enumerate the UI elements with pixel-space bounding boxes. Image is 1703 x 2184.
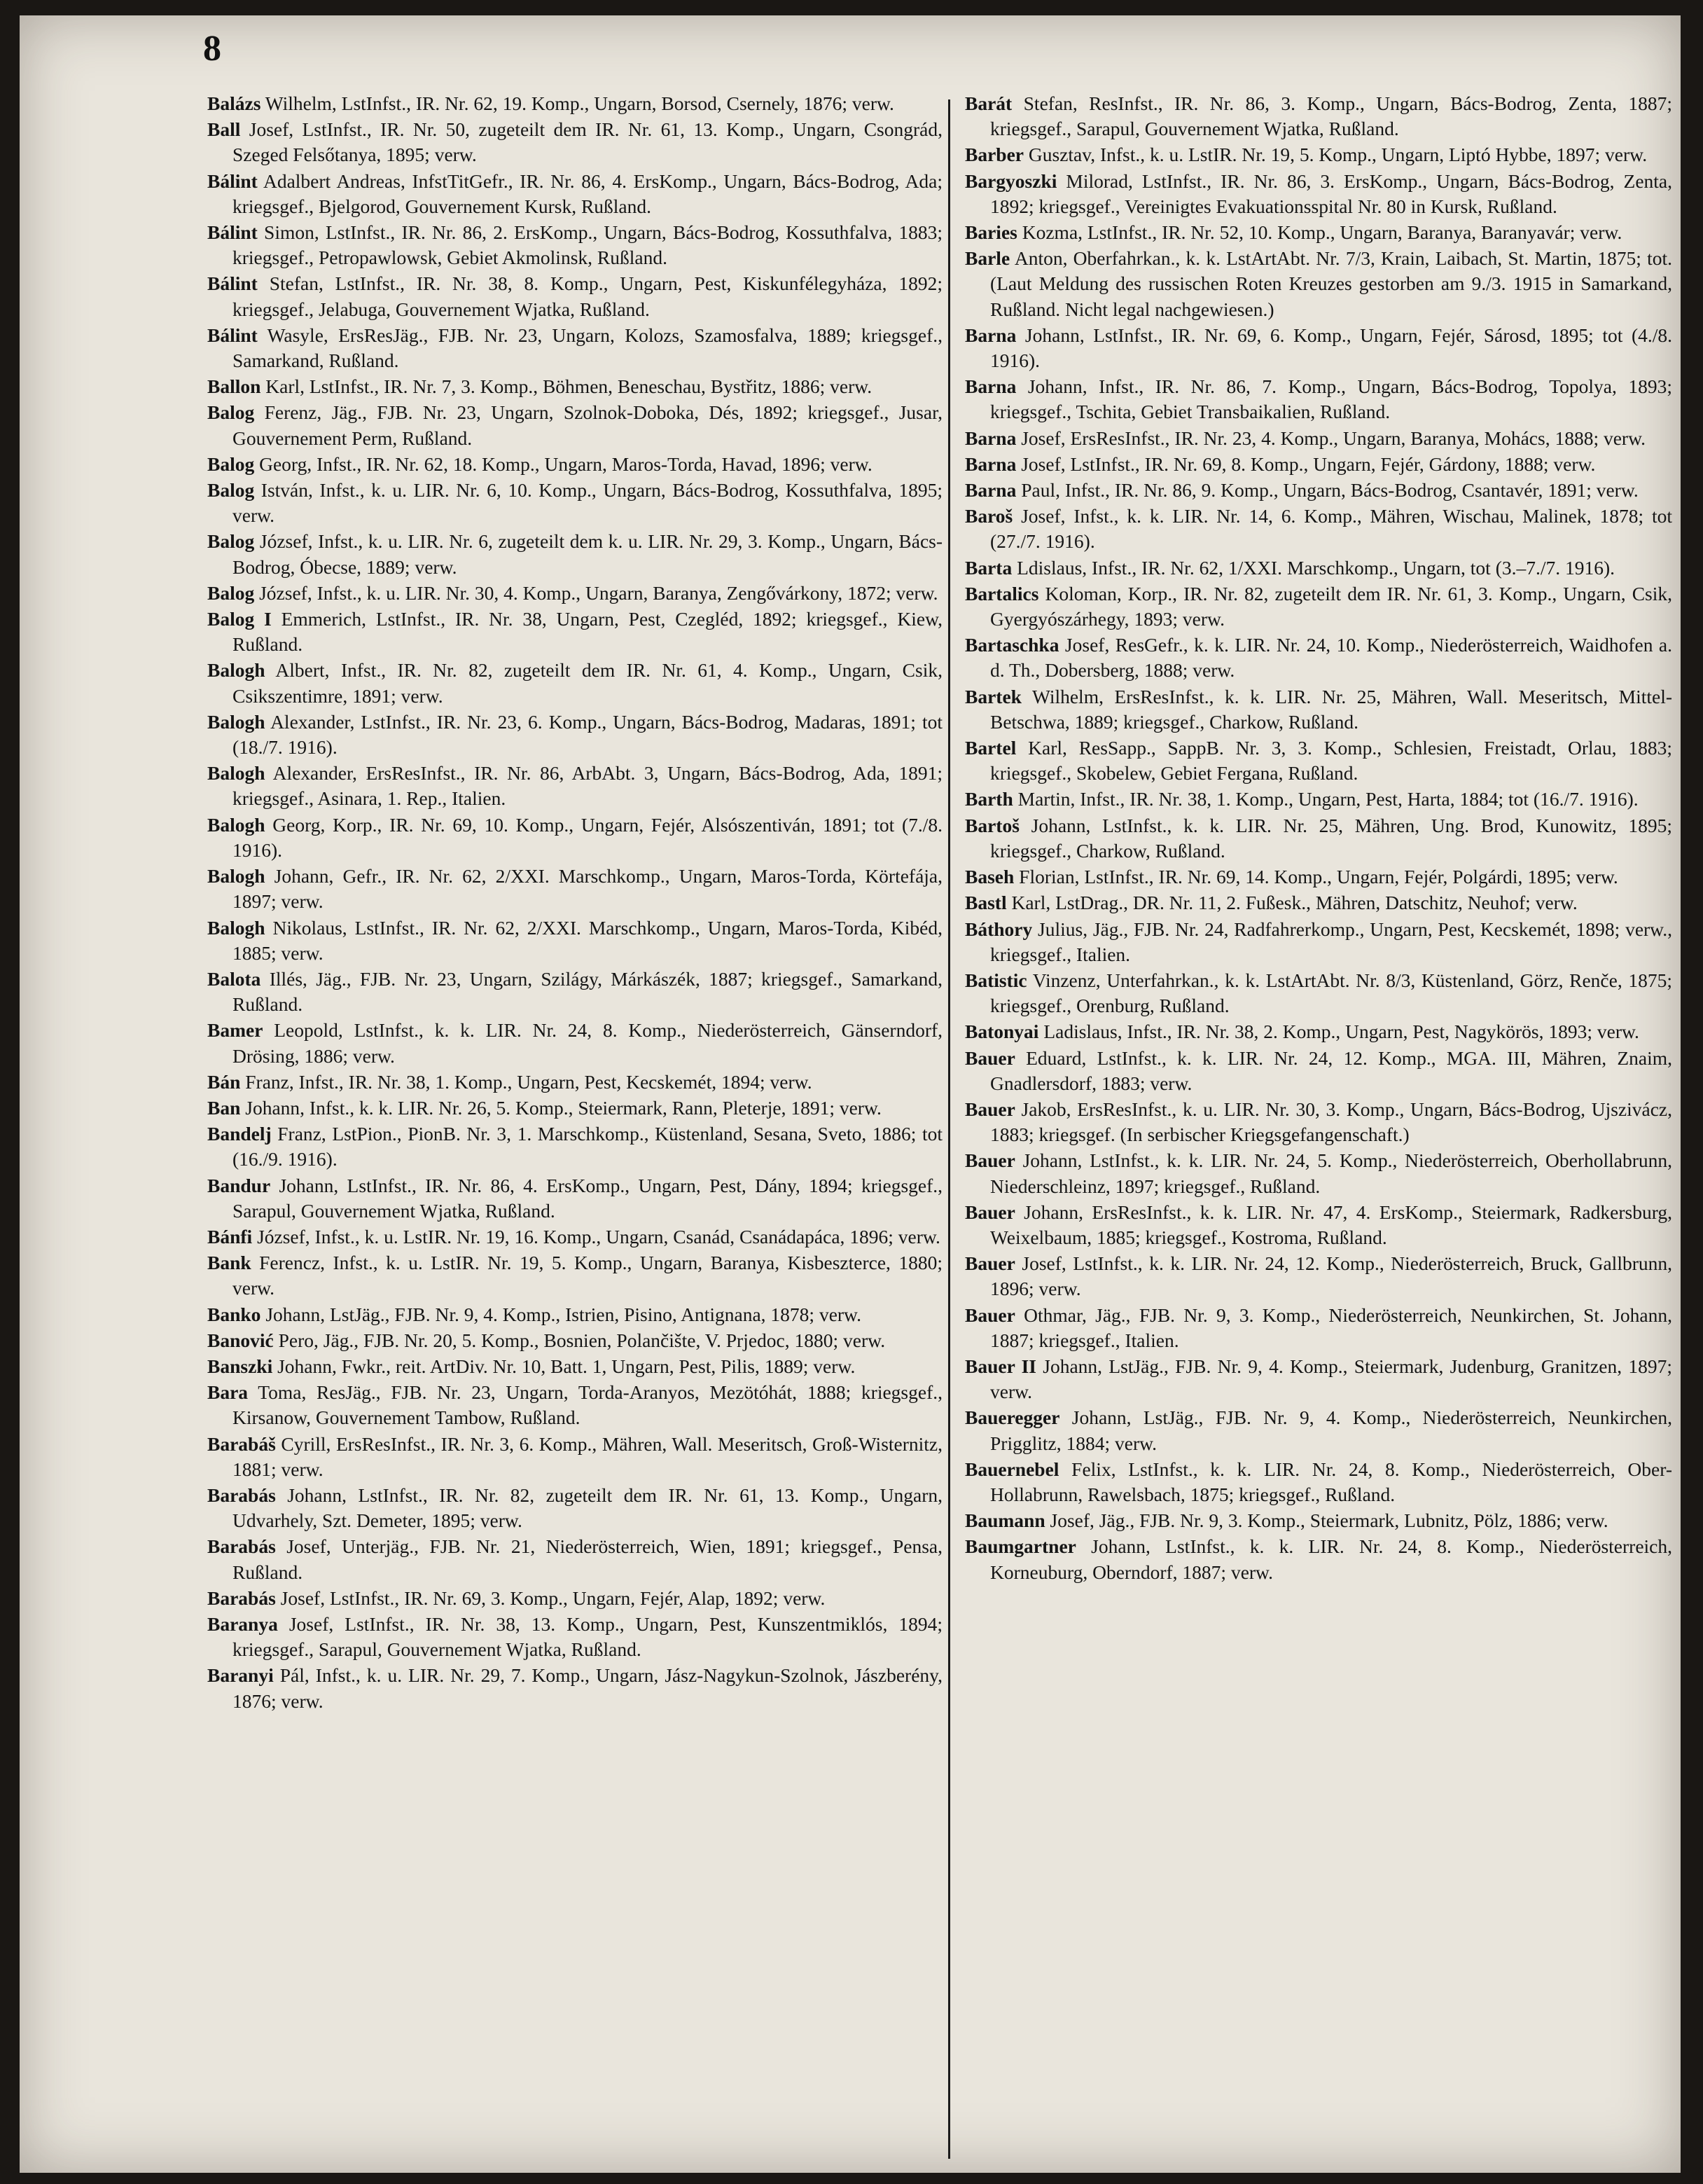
entry-details: Eduard, LstInfst., k. k. LIR. Nr. 24, 12. Komp., MGA. III, Mähren, Znaim, Gnadlersdorf, 1883; verw. [990,1046,1672,1094]
entry-details: Julius, Jäg., FJB. Nr. 24, Radfahrerkomp., Ungarn, Pest, Kecskemét, 1898; verw., kriegsgef., Italien. [990,918,1672,965]
entry-surname: Balog I [207,608,272,630]
casualty-entry [965,1508,1672,1533]
casualty-entry [207,478,943,528]
entry-surname: Bauer [965,1304,1015,1326]
entry-details: Johann, LstInfst., k. k. LIR. Nr. 24, 8. Komp., Niederösterreich, Korneuburg, Oberndorf, 1887; verw. [990,1535,1672,1583]
entry-surname: Bauer [965,1201,1015,1223]
casualty-entry [207,1173,943,1224]
entry-details: Wilhelm, ErsResInfst., k. k. LIR. Nr. 25, Mähren, Wall. Meseritsch, Mittel-Betschwa, 1889; kriegsgef., Charkow, Rußland. [990,685,1672,733]
casualty-entry [965,323,1672,373]
casualty-entry [965,1303,1672,1353]
entry-details: Franz, Infst., IR. Nr. 38, 1. Komp., Ungarn, Pest, Kecskemét, 1894; verw. [245,1070,812,1093]
casualty-entry [965,555,1672,581]
entry-surname: Barabás [207,1587,276,1609]
entry-surname: Barna [965,324,1017,346]
entry-details: Vinzenz, Unterfahrkan., k. k. LstArtAbt. Nr. 8/3, Küstenland, Görz, Renče, 1875; kriegsgef., Orenburg, Rußland. [990,969,1672,1017]
casualty-entry [207,1328,943,1353]
entry-surname: Balogh [207,865,265,887]
entry-details: Florian, LstInfst., IR. Nr. 69, 14. Komp., Ungarn, Fejér, Polgárdi, 1895; verw. [1019,866,1618,888]
casualty-entry [207,452,943,477]
entry-surname: Bartaschka [965,634,1059,656]
entry-details: Alexander, LstInfst., IR. Nr. 23, 6. Komp., Ungarn, Bács-Bodrog, Madaras, 1891; tot (18./7. 1916). [232,710,943,759]
entry-details: Nikolaus, LstInfst., IR. Nr. 62, 2/XXI. Marschkomp., Ungarn, Maros-Torda, Kibéd, 1885; verw. [232,916,943,964]
casualty-entry [965,426,1672,451]
entry-details: Stefan, ResInfst., IR. Nr. 86, 3. Komp., Ungarn, Bács-Bodrog, Zenta, 1887; kriegsgef., Sarapul, Gouvernement Wjatka, Rußland. [990,92,1672,140]
entry-surname: Bauer [965,1252,1015,1275]
entry-surname: Balota [207,967,261,990]
entry-details: Josef, LstInfst., k. k. LIR. Nr. 24, 12. Komp., Niederösterreich, Bruck, Gallbrunn, 1896; verw. [990,1252,1672,1300]
casualty-entry [965,968,1672,1018]
casualty-entry [965,1200,1672,1250]
entry-surname: Baumgartner [965,1535,1076,1558]
entry-surname: Balázs [207,92,261,114]
entry-details: Johann, ErsResInfst., k. k. LIR. Nr. 47, 4. ErsKomp., Steiermark, Radkersburg, Weixelbaum, 1885; kriegsgef., Kostroma, Rußland. [990,1201,1672,1248]
casualty-entry [965,91,1672,141]
entry-details: Felix, LstInfst., k. k. LIR. Nr. 24, 8. Komp., Niederösterreich, Ober-Hollabrunn, Rawelsbach, 1875; kriegsgef., Rußland. [990,1458,1672,1505]
entry-details: Stefan, LstInfst., IR. Nr. 38, 8. Komp., Ungarn, Pest, Kiskunfélegyháza, 1892; kriegsgef., Jelabuga, Gouvernement Wjatka, Rußland. [232,272,943,320]
entry-surname: Baranyi [207,1664,274,1687]
casualty-entry [207,1070,943,1095]
entry-surname: Batonyai [965,1021,1039,1043]
casualty-entry [207,1018,943,1068]
entry-surname: Bálint [207,221,258,244]
entry-surname: Ban [207,1096,241,1119]
entry-surname: Bara [207,1381,249,1404]
casualty-entry [207,1354,943,1379]
casualty-entry [965,735,1672,786]
entry-surname: Bartoš [965,814,1020,836]
entry-surname: Baranya [207,1612,278,1635]
document-page [20,15,1681,2173]
entry-surname: Báthory [965,918,1033,940]
casualty-entry [207,169,943,219]
entry-surname: Balog [207,479,255,502]
casualty-entry [965,452,1672,477]
casualty-entry [965,813,1672,864]
entry-surname: Bálint [207,170,258,192]
entry-surname: Barna [965,452,1017,475]
entry-details: József, Infst., k. u. LIR. Nr. 30, 4. Komp., Ungarn, Baranya, Zengővárkony, 1872; verw. [259,581,938,604]
entry-surname: Balog [207,452,255,475]
entry-details: Karl, ResSapp., SappB. Nr. 3, 3. Komp., Schlesien, Freistadt, Orlau, 1883; kriegsgef., Skobelew, Gebiet Fergana, Rußland. [990,737,1672,785]
entry-details: Karl, LstDrag., DR. Nr. 11, 2. Fußesk., Mähren, Datschitz, Neuhof; verw. [1011,892,1578,914]
entry-surname: Barna [965,375,1017,398]
entry-details: Johann, LstInfst., k. k. LIR. Nr. 24, 5. Komp., Niederösterreich, Oberhollabrunn, Niederschleinz, 1897; kriegsgef., Rußland. [990,1149,1672,1197]
page-number: 8 [203,29,221,69]
entry-details: Wilhelm, LstInfst., IR. Nr. 62, 19. Komp., Ungarn, Borsod, Csernely, 1876; verw. [265,92,894,114]
entry-details: Jakob, ErsResInfst., k. u. LIR. Nr. 30, 3. Komp., Ungarn, Bács-Bodrog, Ujszivácz, 1883; kriegsgef. (In serbischer Kriegsgefangenschaft.) [990,1098,1672,1146]
entry-details: Emmerich, LstInfst., IR. Nr. 38, Ungarn, Pest, Czegléd, 1892; kriegsgef., Kiew, Rußland. [232,608,943,656]
entry-surname: Barabás [207,1535,276,1558]
casualty-entry [207,915,943,966]
entry-surname: Baseh [965,866,1015,888]
entry-surname: Banović [207,1329,274,1351]
entry-details: Karl, LstInfst., IR. Nr. 7, 3. Komp., Böhmen, Beneschau, Bystřitz, 1886; verw. [265,375,873,398]
entry-details: Johann, LstJäg., FJB. Nr. 9, 4. Komp., Istrien, Pisino, Antignana, 1878; verw. [265,1303,861,1325]
entry-details: Franz, LstPion., PionB. Nr. 3, 1. Marschkomp., Küstenland, Sesana, Sveto, 1886; tot (16./9. 1916). [232,1123,943,1170]
entry-surname: Bartel [965,737,1017,759]
entry-surname: Bank [207,1252,251,1274]
entry-details: Gusztav, Infst., k. u. LstIR. Nr. 19, 5. Komp., Ungarn, Liptó Hybbe, 1897; verw. [1028,144,1648,166]
casualty-entry [965,684,1672,735]
casualty-entry [965,504,1672,554]
entry-surname: Baroš [965,505,1013,527]
entry-details: Johann, Fwkr., reit. ArtDiv. Nr. 10, Batt. 1, Ungarn, Pest, Pilis, 1889; verw. [277,1355,856,1377]
entry-details: Martin, Infst., IR. Nr. 38, 1. Komp., Ungarn, Pest, Harta, 1884; tot (16./7. 1916). [1017,788,1639,810]
casualty-entry [207,1612,943,1662]
casualty-entry [207,271,943,322]
entry-surname: Batistic [965,969,1027,991]
entry-surname: Balogh [207,710,265,733]
entry-surname: Barle [965,247,1010,270]
entry-surname: Bargyoszki [965,170,1057,192]
casualty-entry [207,1534,943,1584]
casualty-entry [207,864,943,914]
entry-surname: Barth [965,788,1013,810]
casualty-entry [965,1046,1672,1096]
entry-details: Josef, Infst., k. k. LIR. Nr. 14, 6. Komp., Mähren, Wischau, Malinek, 1878; tot (27./7. 1916). [990,505,1672,553]
casualty-entry [965,478,1672,503]
casualty-entry [965,581,1672,632]
entry-details: Ferenz, Jäg., FJB. Nr. 23, Ungarn, Szolnok-Doboka, Dés, 1892; kriegsgef., Jusar, Gouvernement Perm, Rußland. [232,401,943,449]
casualty-entry [207,658,943,708]
entry-surname: Balogh [207,659,265,682]
casualty-entry [965,890,1672,915]
entry-surname: Balog [207,401,255,424]
entry-surname: Barber [965,144,1024,166]
entry-details: Johann, LstInfst., IR. Nr. 82, zugeteilt dem IR. Nr. 61, 13. Komp., Ungarn, Udvarhely, Szt. Demeter, 1895; verw. [232,1484,943,1532]
entry-details: Josef, Jäg., FJB. Nr. 9, 3. Komp., Steiermark, Lubnitz, Pölz, 1886; verw. [1050,1509,1608,1532]
entry-details: Anton, Oberfahrkan., k. k. LstArtAbt. Nr. 7/3, Krain, Laibach, St. Martin, 1875; tot. (Laut Meldung des russischen Roten Kreuzes gestorben am 9./3. 1915 in Samarkand, Rußland. Nicht legal nachgewiesen.) [990,247,1672,320]
entry-surname: Barabás [207,1484,276,1506]
entry-details: Simon, LstInfst., IR. Nr. 86, 2. ErsKomp., Ungarn, Bács-Bodrog, Kossuthfalva, 1883; kriegsgef., Petropawlowsk, Gebiet Akmolinsk, Rußland. [232,221,943,269]
entry-surname: Ballon [207,375,261,398]
casualty-entry [965,246,1672,322]
entry-surname: Barát [965,92,1013,114]
casualty-entry [207,400,943,450]
casualty-entry [207,1380,943,1430]
entry-surname: Ball [207,118,241,141]
entry-details: Johann, LstJäg., FJB. Nr. 9, 4. Komp., Steiermark, Judenburg, Granitzen, 1897; verw. [990,1355,1672,1403]
entry-surname: Balog [207,530,255,553]
entry-details: Johann, LstJäg., FJB. Nr. 9, 4. Komp., Niederösterreich, Neunkirchen, Prigglitz, 1884; verw. [990,1407,1672,1454]
entry-details: Othmar, Jäg., FJB. Nr. 9, 3. Komp., Niederösterreich, Neunkirchen, St. Johann, 1887; kriegsgef., Italien. [990,1304,1672,1351]
entry-details: Kozma, LstInfst., IR. Nr. 52, 10. Komp., Ungarn, Baranya, Baranyavár; verw. [1022,221,1622,244]
entry-surname: Baumann [965,1509,1045,1532]
entry-surname: Banko [207,1303,261,1325]
entry-surname: Bamer [207,1019,263,1042]
entry-details: Josef, ResGefr., k. k. LIR. Nr. 24, 10. Komp., Niederösterreich, Waidhofen a. d. Th., Dobersberg, 1888; verw. [990,634,1672,682]
casualty-entry [207,1250,943,1301]
entry-surname: Bauernebel [965,1458,1059,1480]
casualty-entry [965,917,1672,967]
casualty-entry [207,117,943,167]
casualty-entry [207,1224,943,1250]
entry-surname: Balogh [207,916,265,939]
casualty-entry [965,1354,1672,1404]
entry-details: István, Infst., k. u. LIR. Nr. 6, 10. Komp., Ungarn, Bács-Bodrog, Kossuthfalva, 1895; verw. [232,479,943,527]
entry-details: Josef, LstInfst., IR. Nr. 69, 3. Komp., Ungarn, Fejér, Alap, 1892; verw. [280,1587,826,1609]
entry-surname: Barna [965,479,1017,502]
entry-details: Ferencz, Infst., k. u. LstIR. Nr. 19, 5. Komp., Ungarn, Baranya, Kisbeszterce, 1880; verw. [232,1252,943,1299]
casualty-entry [965,633,1672,683]
casualty-entry [965,374,1672,424]
entry-details: Alexander, ErsResInfst., IR. Nr. 86, ArbAbt. 3, Ungarn, Bács-Bodrog, Ada, 1891; kriegsgef., Asinara, 1. Rep., Italien. [232,762,943,810]
right-column [965,91,1672,2164]
entry-details: Illés, Jäg., FJB. Nr. 23, Ungarn, Szilágy, Márkászék, 1887; kriegsgef., Samarkand, Rußland. [232,967,943,1016]
casualty-entry [965,1405,1672,1456]
casualty-entry [207,1586,943,1611]
casualty-entry [207,967,943,1017]
entry-surname: Baries [965,221,1017,244]
entry-details: Wasyle, ErsResJäg., FJB. Nr. 23, Ungarn, Kolozs, Szamosfalva, 1889; kriegsgef., Samarkand, Rußland. [232,324,943,372]
entry-details: Ladislaus, Infst., IR. Nr. 38, 2. Komp., Ungarn, Pest, Nagykörös, 1893; verw. [1043,1021,1639,1043]
entry-surname: Bauer II [965,1355,1036,1377]
casualty-entry [965,1251,1672,1301]
entry-details: Milorad, LstInfst., IR. Nr. 86, 3. ErsKomp., Ungarn, Bács-Bodrog, Zenta, 1892; kriegsgef., Vereinigtes Evakuationsspital Nr. 80 in Kursk, Rußland. [990,170,1672,217]
entry-surname: Bartek [965,685,1022,707]
casualty-entry [965,864,1672,890]
entry-details: Johann, Infst., k. k. LIR. Nr. 26, 5. Komp., Steiermark, Rann, Pleterje, 1891; verw. [245,1096,882,1119]
entry-details: Cyrill, ErsResInfst., IR. Nr. 3, 6. Komp., Mähren, Wall. Meseritsch, Groß-Wisternitz, 1881; verw. [232,1432,943,1480]
casualty-entry [965,142,1672,167]
entry-details: József, Infst., k. u. LIR. Nr. 6, zugeteilt dem k. u. LIR. Nr. 29, 3. Komp., Ungarn, Bács-Bodrog, Óbecse, 1889; verw. [232,530,943,578]
entry-surname: Banszki [207,1355,273,1377]
casualty-entry [207,1121,943,1172]
entry-surname: Bastl [965,892,1007,914]
entry-surname: Balogh [207,813,265,836]
left-column [207,91,943,2164]
entry-details: Johann, Gefr., IR. Nr. 62, 2/XXI. Marschkomp., Ungarn, Maros-Torda, Körtefája, 1897; verw. [232,865,943,913]
casualty-entry [207,581,943,606]
entry-details: Josef, LstInfst., IR. Nr. 50, zugeteilt dem IR. Nr. 61, 13. Komp., Ungarn, Csongrád, Szeged Felsőtanya, 1895; verw. [232,118,943,166]
entry-details: Johann, LstInfst., IR. Nr. 69, 6. Komp., Ungarn, Fejér, Sárosd, 1895; tot (4./8. 1916). [990,324,1672,372]
casualty-entry [207,1096,943,1121]
entry-details: Koloman, Korp., IR. Nr. 82, zugeteilt dem IR. Nr. 61, 3. Komp., Ungarn, Csik, Gyergyószárhegy, 1893; verw. [990,582,1672,630]
entry-details: Adalbert Andreas, InfstTitGefr., IR. Nr. 86, 4. ErsKomp., Ungarn, Bács-Bodrog, Ada; kriegsgef., Bjelgorod, Gouvernement Kursk, Rußland. [232,170,943,217]
casualty-entry [965,1019,1672,1044]
casualty-entry [965,169,1672,219]
column-divider [948,99,950,2159]
entry-details: Josef, ErsResInfst., IR. Nr. 23, 4. Komp., Ungarn, Baranya, Mohács, 1888; verw. [1021,427,1646,449]
casualty-entry [965,1097,1672,1147]
entry-surname: Bálint [207,324,258,346]
casualty-entry [207,1302,943,1327]
entry-details: Georg, Infst., IR. Nr. 62, 18. Komp., Ungarn, Maros-Torda, Havad, 1896; verw. [259,452,873,475]
casualty-entry [207,710,943,760]
entry-surname: Bandur [207,1174,271,1196]
entry-surname: Barabáš [207,1432,276,1455]
entry-details: József, Infst., k. u. LstIR. Nr. 19, 16. Komp., Ungarn, Csanád, Csanádapáca, 1896; verw. [257,1225,940,1247]
entry-details: Josef, LstInfst., IR. Nr. 69, 8. Komp., Ungarn, Fejér, Gárdony, 1888; verw. [1021,452,1596,475]
entry-details: Pál, Infst., k. u. LIR. Nr. 29, 7. Komp., Ungarn, Jász-Nagykun-Szolnok, Jászberény, 1876; verw. [232,1664,943,1712]
entry-surname: Bartalics [965,582,1039,604]
entry-surname: Bauer [965,1098,1015,1120]
entry-surname: Barna [965,427,1017,449]
entry-surname: Bauer [965,1149,1015,1172]
entry-details: Leopold, LstInfst., k. k. LIR. Nr. 24, 8. Komp., Niederösterreich, Gänserndorf, Drösing, 1886; verw. [232,1019,943,1067]
entry-surname: Barta [965,556,1013,579]
casualty-entry [207,1663,943,1713]
casualty-entry [207,529,943,579]
entry-surname: Bán [207,1070,241,1093]
entry-surname: Baueregger [965,1407,1060,1429]
entry-surname: Bandelj [207,1123,272,1145]
entry-details: Johann, Infst., IR. Nr. 86, 7. Komp., Ungarn, Bács-Bodrog, Topolya, 1893; kriegsgef., Tschita, Gebiet Transbaikalien, Rußland. [990,375,1672,423]
casualty-entry [965,220,1672,245]
entry-details: Josef, Unterjäg., FJB. Nr. 21, Niederösterreich, Wien, 1891; kriegsgef., Pensa, Rußland. [232,1535,943,1583]
entry-details: Johann, LstInfst., IR. Nr. 86, 4. ErsKomp., Ungarn, Pest, Dány, 1894; kriegsgef., Sarapul, Gouvernement Wjatka, Rußland. [232,1174,943,1222]
entry-details: Toma, ResJäg., FJB. Nr. 23, Ungarn, Torda-Aranyos, Mezötóhát, 1888; kriegsgef., Kirsanow, Gouvernement Tambow, Rußland. [232,1381,943,1429]
entry-details: Ldislaus, Infst., IR. Nr. 62, 1/XXI. Marschkomp., Ungarn, tot (3.–7./7. 1916). [1017,556,1615,579]
entry-details: Johann, LstInfst., k. k. LIR. Nr. 25, Mähren, Ung. Brod, Kunowitz, 1895; kriegsgef., Charkow, Rußland. [990,814,1672,862]
casualty-entry [207,91,943,116]
casualty-entry [965,787,1672,812]
entry-details: Pero, Jäg., FJB. Nr. 20, 5. Komp., Bosnien, Polančište, V. Prjedoc, 1880; verw. [278,1329,886,1351]
casualty-entry [207,761,943,811]
casualty-entry [965,1148,1672,1198]
casualty-entry [207,374,943,399]
entry-surname: Bálint [207,272,258,295]
entry-surname: Bauer [965,1046,1015,1069]
entry-details: Georg, Korp., IR. Nr. 69, 10. Komp., Ungarn, Fejér, Alsószentiván, 1891; tot (7./8. 1916). [232,813,943,861]
casualty-entry [207,1432,943,1482]
entry-surname: Balog [207,581,255,604]
casualty-entry [207,1483,943,1533]
casualty-entry [207,813,943,863]
casualty-entry [207,323,943,373]
entry-details: Josef, LstInfst., IR. Nr. 38, 13. Komp., Ungarn, Pest, Kunszentmiklós, 1894; kriegsgef., Sarapul, Gouvernement Wjatka, Rußland. [232,1612,943,1661]
casualty-entry [965,1534,1672,1584]
entry-surname: Bánfi [207,1225,253,1247]
entry-surname: Balogh [207,762,265,785]
casualty-entry [965,1457,1672,1507]
entry-details: Paul, Infst., IR. Nr. 86, 9. Komp., Ungarn, Bács-Bodrog, Csantavér, 1891; verw. [1021,479,1639,502]
entry-details: Albert, Infst., IR. Nr. 82, zugeteilt dem IR. Nr. 61, 4. Komp., Ungarn, Csik, Csikszentimre, 1891; verw. [232,659,943,707]
casualty-entry [207,607,943,657]
casualty-entry [207,220,943,270]
